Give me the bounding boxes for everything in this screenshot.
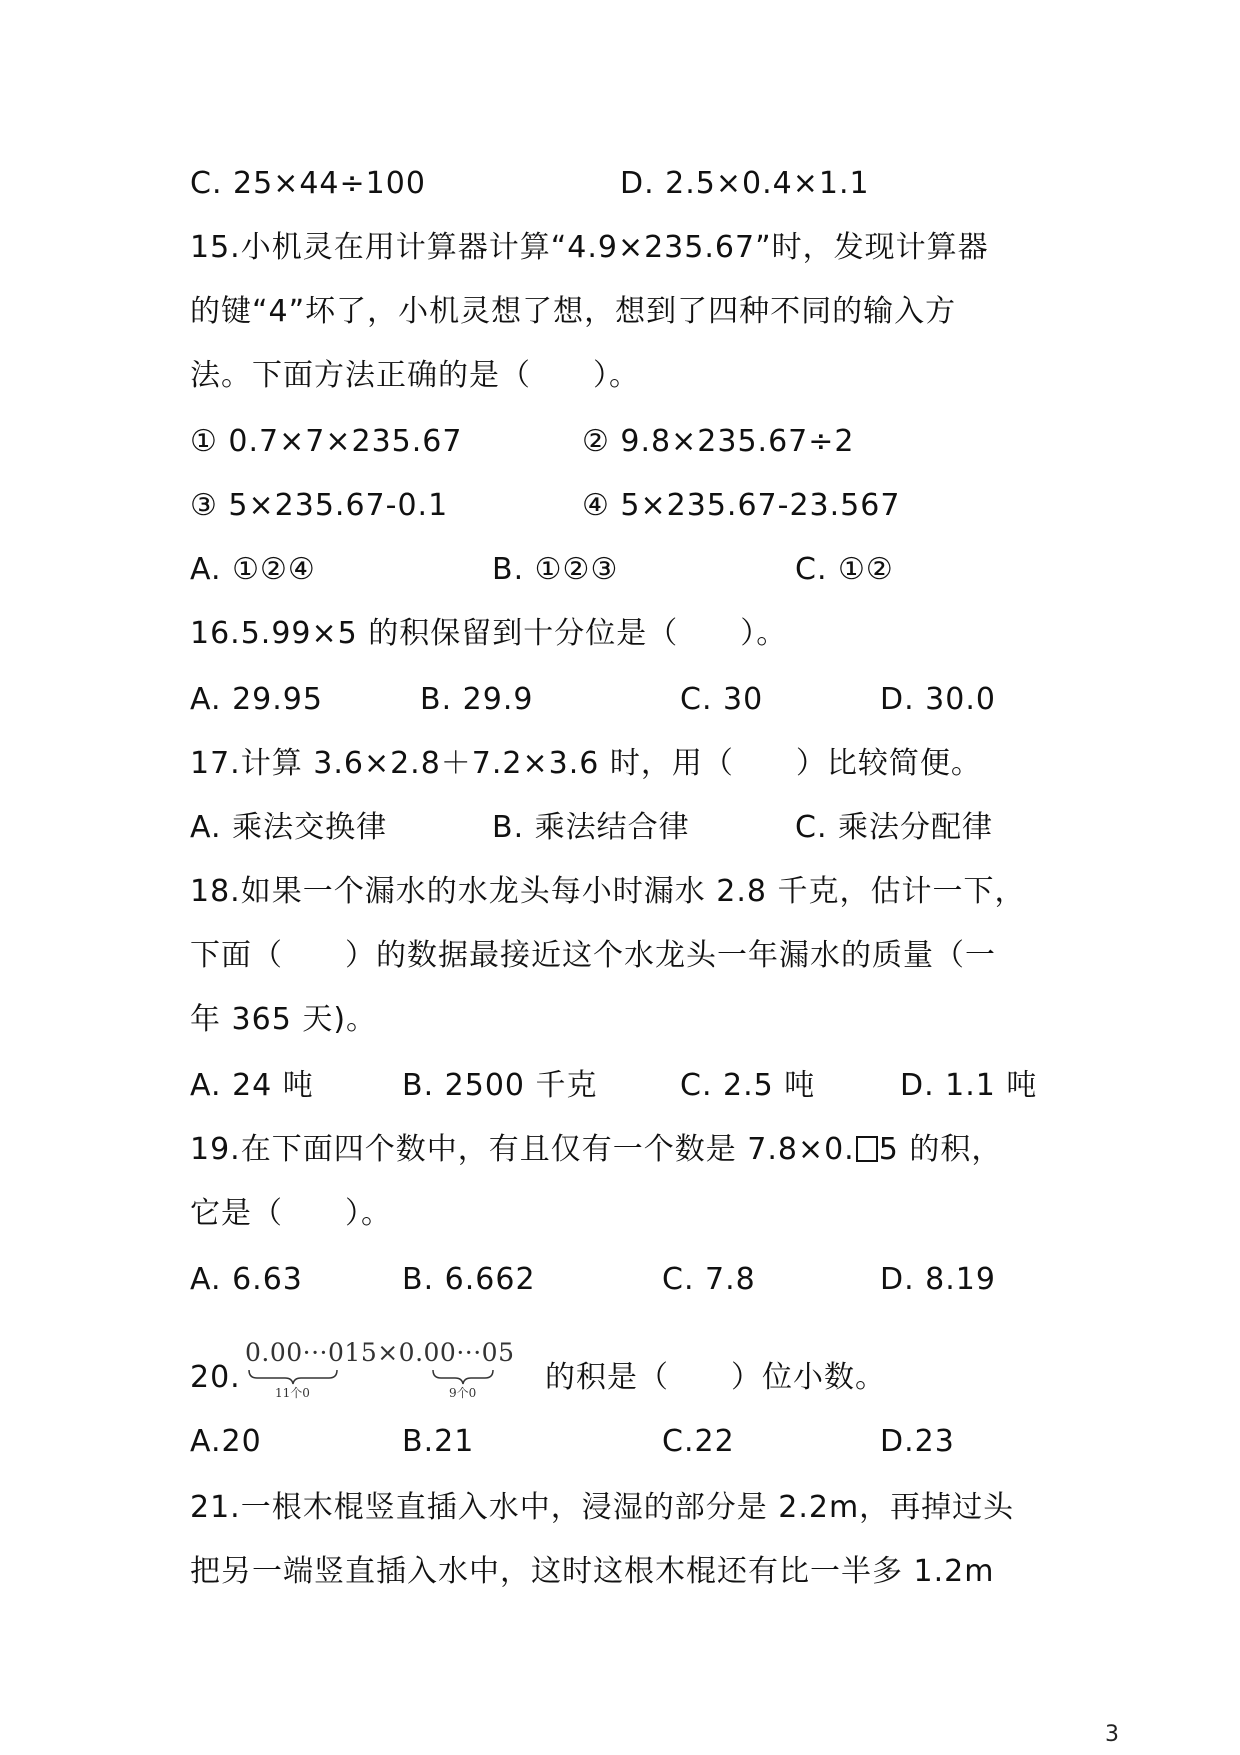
q20-brace-label-1: 11个0 bbox=[275, 1386, 310, 1400]
q21-stem-line-2: 把另一端竖直插入水中，这时这根木棍还有比一半多 1.2m bbox=[190, 1554, 995, 1589]
q18-stem-line-2: 下面（ ）的数据最接近这个水龙头一年漏水的质量（一 bbox=[190, 938, 996, 973]
q15-option-b: B. ①②③ bbox=[492, 552, 619, 587]
q19-stem-line-1 bbox=[190, 1130, 1002, 1170]
q14-option-d: D. 2.5×0.4×1.1 bbox=[620, 166, 870, 201]
q17-option-b: B. 乘法结合律 bbox=[492, 810, 690, 845]
q19-option-d: D. 8.19 bbox=[880, 1262, 996, 1297]
q15-option-c: C. ①② bbox=[795, 552, 894, 587]
q19-stem-part-2: 5 的积， bbox=[878, 1132, 1003, 1167]
q15-stem-line-2: 的键“4”坏了，小机灵想了想，想到了四种不同的输入方 bbox=[190, 294, 957, 329]
q19-stem-part-1: 19.在下面四个数中，有且仅有一个数是 7.8×0. bbox=[190, 1132, 855, 1167]
q20-option-c: C.22 bbox=[662, 1424, 735, 1459]
blank-box-icon bbox=[856, 1136, 878, 1162]
q20-brace-label-2: 9个0 bbox=[449, 1386, 477, 1400]
page-number: 3 bbox=[1105, 1722, 1119, 1747]
q14-option-c: C. 25×44÷100 bbox=[190, 166, 426, 201]
q20-formula-expression: 0.00···015×0.00···05 bbox=[245, 1338, 515, 1367]
q18-option-a: A. 24 吨 bbox=[190, 1068, 314, 1103]
q20-option-b: B.21 bbox=[402, 1424, 475, 1459]
q17-stem: 17.计算 3.6×2.8＋7.2×3.6 时，用（ ）比较简便。 bbox=[190, 746, 982, 781]
q15-stem-line-3: 法。下面方法正确的是（ ）。 bbox=[190, 358, 640, 393]
q18-option-b: B. 2500 千克 bbox=[402, 1068, 598, 1103]
q19-option-b: B. 6.662 bbox=[402, 1262, 536, 1297]
q18-stem-line-1: 18.如果一个漏水的水龙头每小时漏水 2.8 千克，估计一下， bbox=[190, 874, 1026, 909]
q20-option-a: A.20 bbox=[190, 1424, 262, 1459]
q21-stem-line-1: 21.一根木棍竖直插入水中，浸湿的部分是 2.2m，再掉过头 bbox=[190, 1490, 1015, 1525]
q15-method-2: ② 9.8×235.67÷2 bbox=[582, 424, 855, 459]
q20-formula bbox=[245, 1338, 545, 1408]
q19-option-a: A. 6.63 bbox=[190, 1262, 303, 1297]
q20-stem-tail: 的积是（ ）位小数。 bbox=[545, 1360, 886, 1395]
q17-option-a: A. 乘法交换律 bbox=[190, 810, 388, 845]
q15-method-4: ④ 5×235.67-23.567 bbox=[582, 488, 901, 523]
q19-option-c: C. 7.8 bbox=[662, 1262, 756, 1297]
q16-option-a: A. 29.95 bbox=[190, 682, 323, 717]
q15-stem-line-1: 15.小机灵在用计算器计算“4.9×235.67”时，发现计算器 bbox=[190, 230, 989, 265]
q18-option-c: C. 2.5 吨 bbox=[680, 1068, 816, 1103]
q20-option-d: D.23 bbox=[880, 1424, 955, 1459]
q15-method-3: ③ 5×235.67-0.1 bbox=[190, 488, 449, 523]
q16-option-b: B. 29.9 bbox=[420, 682, 534, 717]
q15-option-a: A. ①②④ bbox=[190, 552, 316, 587]
q18-stem-line-3: 年 365 天)。 bbox=[190, 1002, 378, 1037]
q16-stem: 16.5.99×5 的积保留到十分位是（ ）。 bbox=[190, 616, 788, 651]
q19-stem-line-2: 它是（ ）。 bbox=[190, 1196, 392, 1231]
q15-method-1: ① 0.7×7×235.67 bbox=[190, 424, 463, 459]
q20-number: 20. bbox=[190, 1360, 241, 1395]
q16-option-d: D. 30.0 bbox=[880, 682, 996, 717]
q16-option-c: C. 30 bbox=[680, 682, 764, 717]
q17-option-c: C. 乘法分配律 bbox=[795, 810, 994, 845]
q18-option-d: D. 1.1 吨 bbox=[900, 1068, 1038, 1103]
